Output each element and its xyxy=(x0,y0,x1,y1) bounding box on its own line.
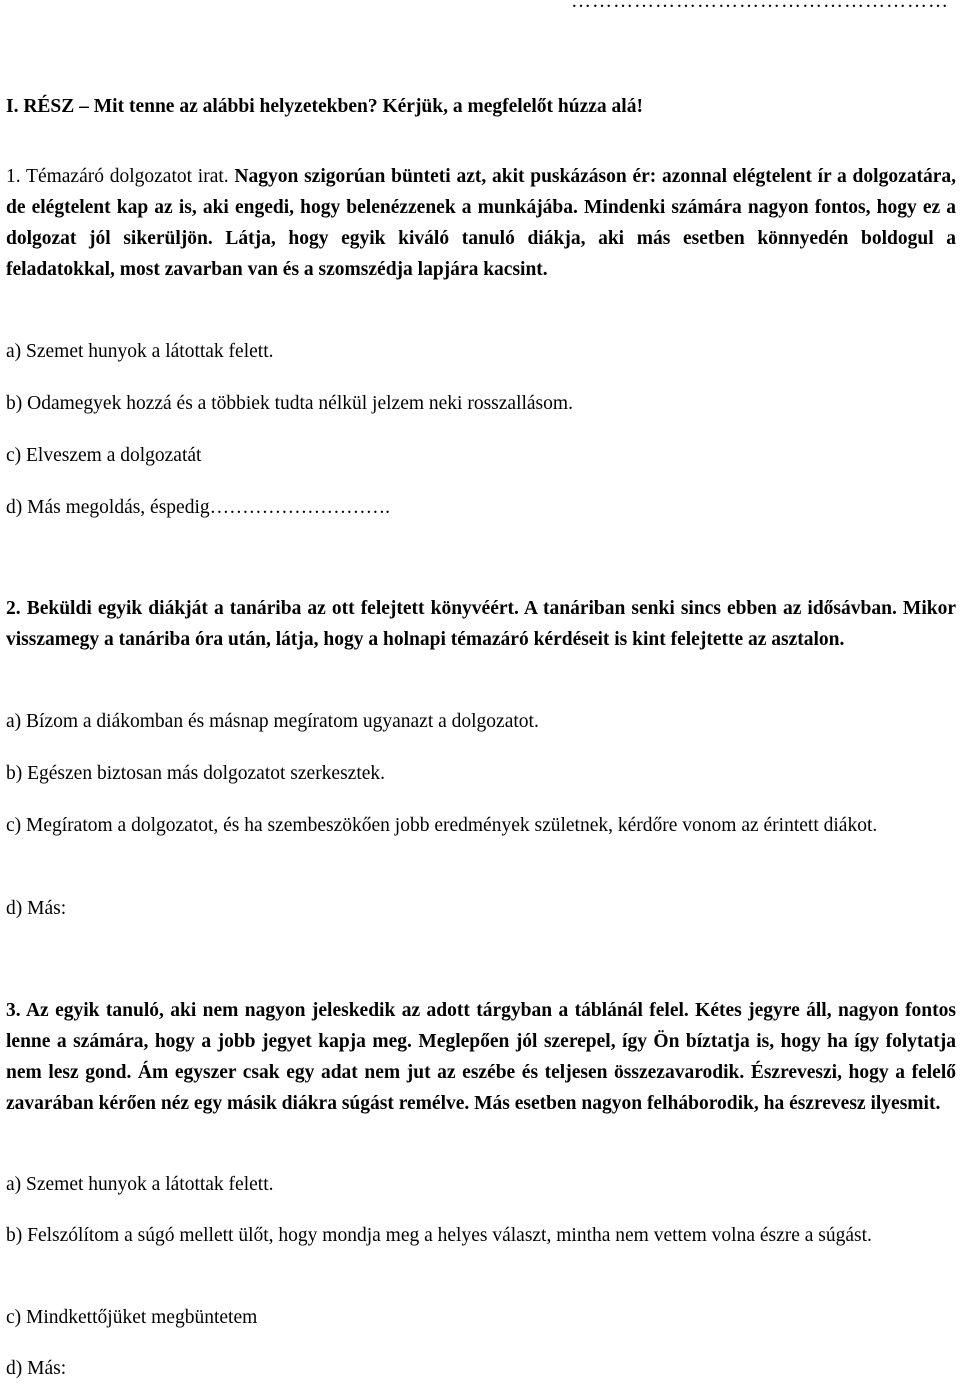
top-dotted-line: ……………………………………………… xyxy=(571,0,949,12)
section-title: I. RÉSZ – Mit tenne az alábbi helyzetekben? Kérjük, a megfelelőt húzza alá! xyxy=(6,96,643,117)
question-1-lead: 1. Témazáró dolgozatot irat. xyxy=(6,166,229,187)
question-2-text: 2. Beküldi egyik diákját a tanáriba az ott felejtett könyvéért. A tanáriban senki sincs ebben az idősávban. Mikor visszamegy a tanáriba óra után, látja, hogy a holnapi témazáró kérdéseit is kint felejtette az asztalon. xyxy=(6,598,956,650)
question-1-text xyxy=(6,161,956,285)
question-3-text: 3. Az egyik tanuló, aki nem nagyon jeleskedik az adott tárgyban a táblánál felel. Kétes jegyre áll, nagyon fontos lenne a számára, hogy a jobb jegyet kapja meg. Meglepően jól szerepel, így Ön bíztatja is, hogy ha így folytatja nem lesz gond. Ám egyszer csak egy adat nem jut az eszébe és teljesen összezavarodik. Észreveszi, hogy a felelő zavarában kérően néz egy másik diákra súgást remélve. Más esetben nagyon felháborodik, ha észrevesz ilyesmit. xyxy=(6,1000,956,1114)
question-1-option-d[interactable]: d) Más megoldás, éspedig………………………. xyxy=(6,497,391,518)
question-1-option-c[interactable]: c) Elveszem a dolgozatát xyxy=(6,445,202,466)
question-2-option-d[interactable]: d) Más: xyxy=(6,898,67,919)
question-1-option-b[interactable]: b) Odamegyek hozzá és a többiek tudta nélkül jelzem neki rosszallásom. xyxy=(6,393,573,414)
question-1-body: Nagyon szigorúan bünteti azt, akit puskázáson ér: azonnal elégtelent ír a dolgozatára, de elégtelent kap az is, aki engedi, hogy belenézzenek a munkájába. Mindenki számára nagyon fontos, hogy ez a dolgozat jól sikerüljön. Látja, hogy egyik kiváló tanuló diákja, aki más esetben könnyedén boldogul a feladatokkal, most zavarban van és a szomszédja lapjára kacsint. xyxy=(6,166,956,280)
question-3-option-a[interactable]: a) Szemet hunyok a látottak felett. xyxy=(6,1174,274,1195)
question-3-option-b[interactable]: b) Felszólítom a súgó mellett ülőt, hogy mondja meg a helyes választ, mintha nem vettem volna észre a súgást. xyxy=(6,1225,872,1246)
question-2-option-b[interactable]: b) Egészen biztosan más dolgozatot szerkesztek. xyxy=(6,763,386,784)
question-3-option-d[interactable]: d) Más: xyxy=(6,1358,67,1379)
question-2-option-c[interactable]: c) Megíratom a dolgozatot, és ha szembeszökően jobb eredmények születnek, kérdőre vonom az érintett diákot. xyxy=(6,815,878,836)
question-1-option-a[interactable]: a) Szemet hunyok a látottak felett. xyxy=(6,341,274,362)
question-3-option-c[interactable]: c) Mindkettőjüket megbüntetem xyxy=(6,1307,258,1328)
question-2-option-a[interactable]: a) Bízom a diákomban és másnap megíratom ugyanazt a dolgozatot. xyxy=(6,711,539,732)
